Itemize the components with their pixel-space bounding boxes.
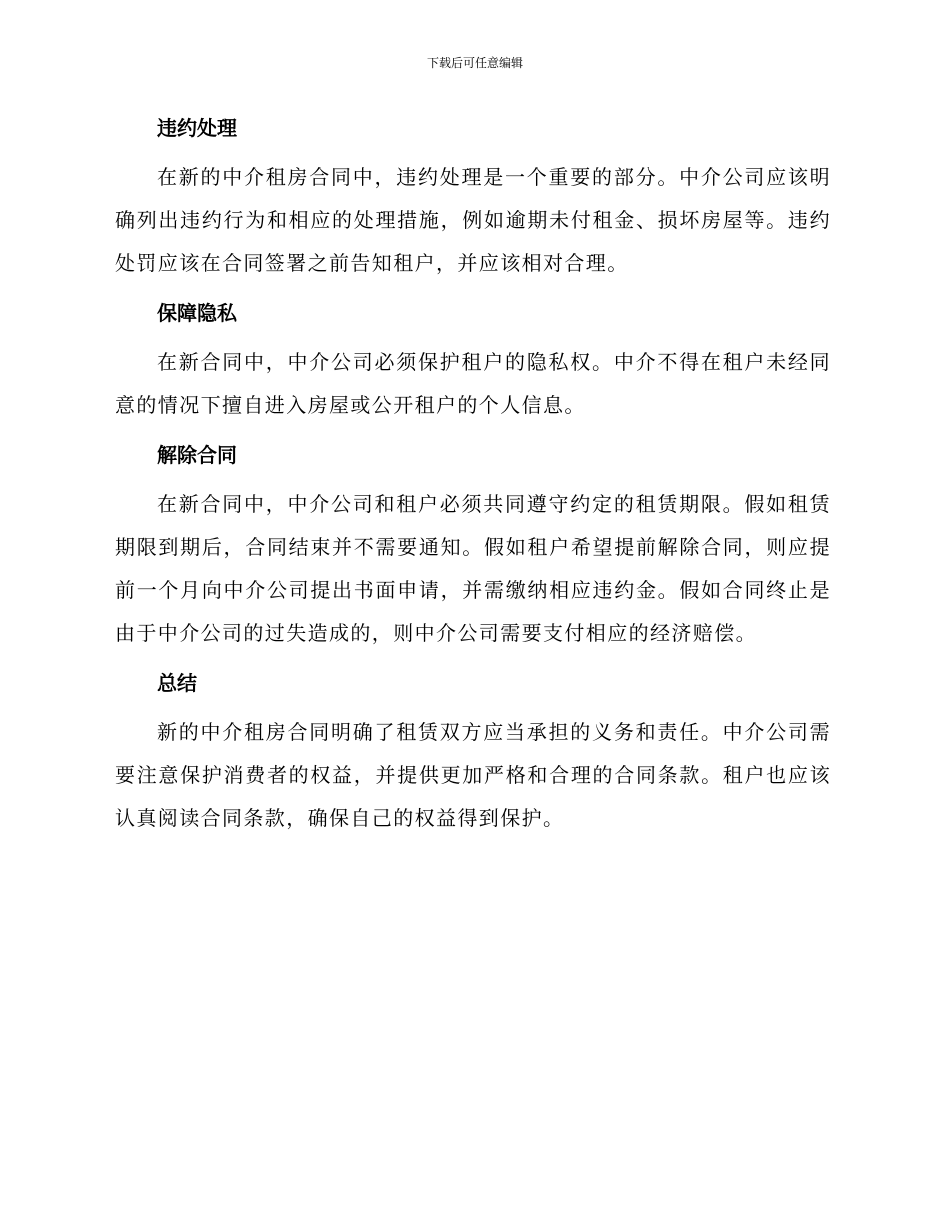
- section-summary: [115, 663, 831, 840]
- section-heading: 违约处理: [157, 116, 237, 140]
- document-body: [115, 108, 831, 848]
- section-heading: 保障隐私: [157, 301, 237, 325]
- section-heading: 总结: [157, 671, 197, 695]
- section-breach-handling: [115, 108, 831, 285]
- section-paragraph: 在新的中介租房合同中，违约处理是一个重要的部分。中介公司应该明确列出违约行为和相应的处理措施，例如逾期未付租金、损坏房屋等。违约处罚应该在合同签署之前告知租户，并应该相对合理。: [115, 165, 831, 275]
- section-paragraph: 在新合同中，中介公司必须保护租户的隐私权。中介不得在租户未经同意的情况下擅自进入房屋或公开租户的个人信息。: [115, 350, 831, 417]
- page-header: 下载后可任意编辑: [426, 56, 523, 70]
- section-contract-termination: [115, 435, 831, 655]
- section-paragraph: 在新合同中，中介公司和租户必须共同遵守约定的租赁期限。假如租赁期限到期后，合同结束并不需要通知。假如租户希望提前解除合同，则应提前一个月向中介公司提出书面申请，并需缴纳相应违约金。假如合同终止是由于中介公司的过失造成的，则中介公司需要支付相应的经济赔偿。: [115, 492, 831, 645]
- section-privacy-protection: [115, 293, 831, 427]
- section-heading: 解除合同: [157, 443, 237, 467]
- section-paragraph: 新的中介租房合同明确了租赁双方应当承担的义务和责任。中介公司需要注意保护消费者的权益，并提供更加严格和合理的合同条款。租户也应该认真阅读合同条款，确保自己的权益得到保护。: [115, 720, 831, 830]
